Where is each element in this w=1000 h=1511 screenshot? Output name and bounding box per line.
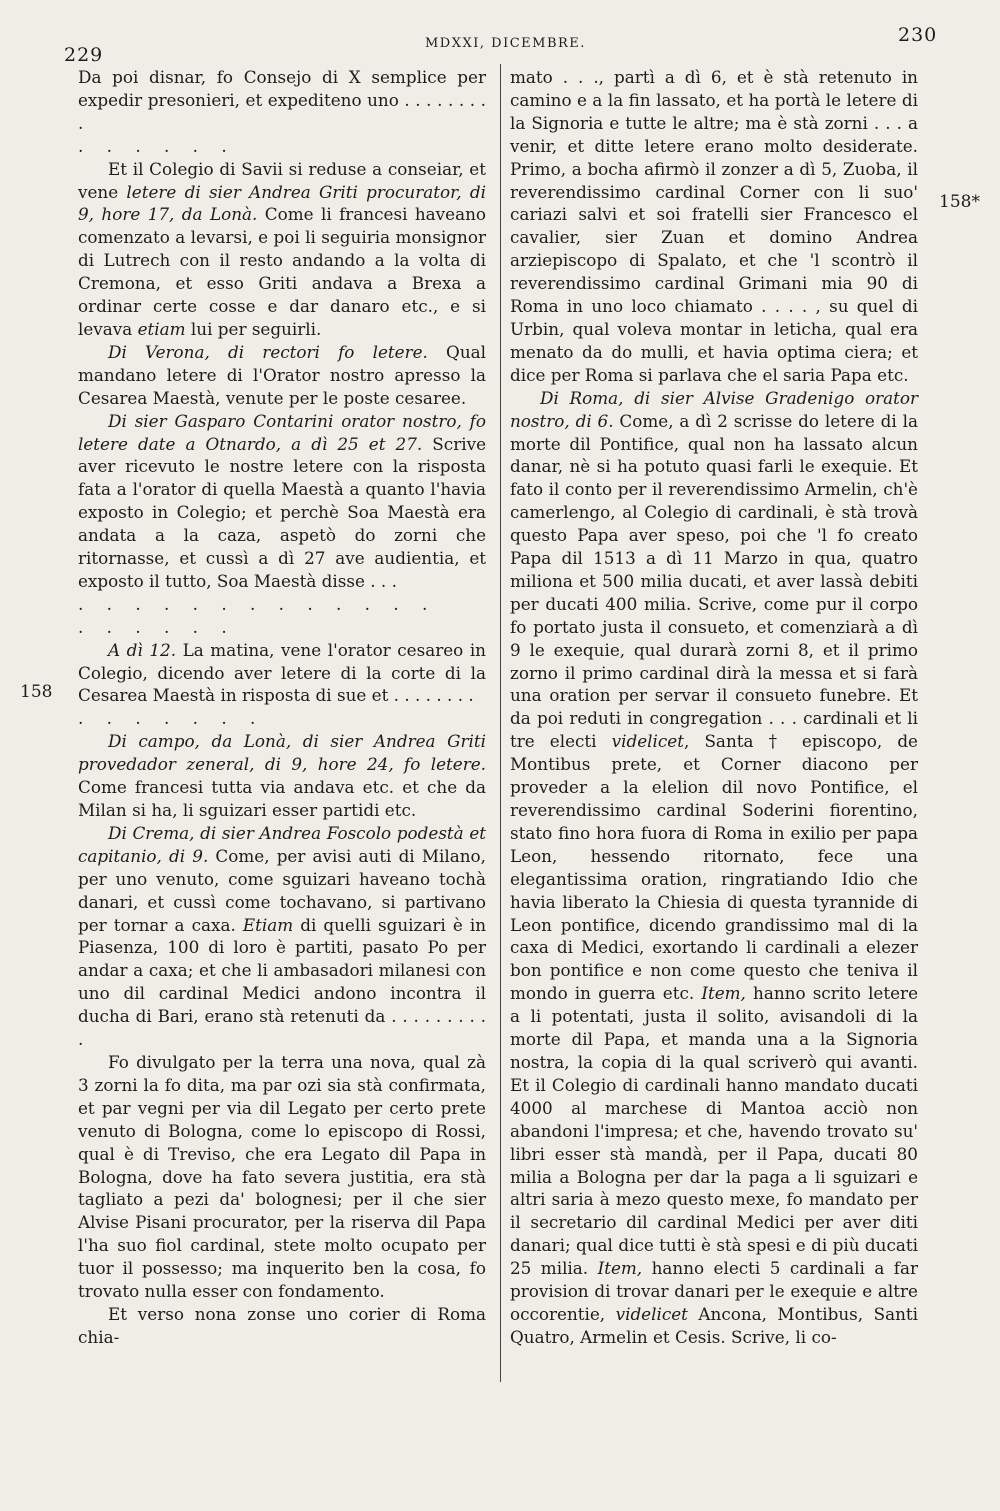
text: hanno scrito letere a li potentati, justa il solito, avisandoli di la morte dil Papa, et manda una a la Signoria nostra, la copia di la qual scriverò qui avanti. Et il Colegio di cardinali hanno mandato ducati 4000 al marchese di Mantoa acciò non abandoni l'impresa; et che, havendo trovato su' libri esser stà mandà, per il Papa, ducati 80 milia a Bologna per dar la paga a li sguizari e altri saria à mezo questo mexe, fo mandato per il secretario dil cardinal Medici per aver diti danari; qual dice tutti è stà spesi e di più ducati 25 milia.: [510, 983, 918, 1279]
column-divider: [500, 64, 501, 1382]
text: di quelli sguizari è in Piasenza, 100 di loro è partiti, pasato Po per andar a caxa; et che li ambasadori milanesi con uno dil cardinal Medici andono incontra il ducha di Bari, erano stà retenuti da . . . . . . . . . .: [78, 914, 487, 1050]
paragraph: [78, 822, 486, 1051]
running-title: MDXXI, DICEMBRE.: [425, 36, 586, 51]
italic-text: letere di sier Andrea Griti procurator, di 9, hore 17, da Lonà.: [78, 181, 486, 225]
text: Come francesi tutta via andava etc. et che da Milan si ha, li sguizari esser partidi etc.: [78, 777, 486, 820]
paragraph: [78, 66, 486, 135]
page-number-left: 229: [64, 44, 104, 66]
italic-text: Etiam: [242, 914, 294, 935]
paragraph: [78, 410, 486, 593]
italic-text: Di campo, da Lonà, di sier Andrea Griti provedador zeneral, di 9, hore 24, fo letere.: [78, 731, 486, 775]
text: Scrive aver ricevuto le nostre letere con la risposta fata a l'orator di quella Maestà a quanto l'havia exposto in Colegio; et perchè Soa Maestà era andata a la caza, aspetò do zorni che ritornasse, et cussì a dì 27 ave audientia, et exposto il tutto, Soa Maestà disse . . .: [78, 433, 486, 591]
ellipsis-line: . . . . . .: [78, 616, 236, 637]
paragraph: [510, 387, 918, 1349]
text: lui per seguirli.: [185, 318, 322, 339]
ellipsis-line: . . . . . . . . . . . . .: [78, 593, 437, 614]
text: Come li francesi haveano comenzato a levarsi, e poi li seguiria monsignor di Lutrech con il resto andando a la volta di Cremona, et esso Griti andava a Brexa a ordinar certe cosse e dar danaro etc., e si levava: [78, 204, 486, 339]
italic-text: etiam: [137, 318, 186, 339]
text: Qual mandano letere di l'Orator nostro apresso la Cesarea Maestà, venute per le poste cesaree.: [78, 341, 486, 408]
italic-text: Di sier Gasparo Contarini orator nostro, fo letere date a Otnardo, a dì 25 et 27.: [78, 410, 486, 454]
ellipsis-line: . . . . . . .: [78, 708, 265, 729]
text: La matina, vene l'orator cesareo in Colegio, dicendo aver letere di la corte di la Cesarea Maestà in risposta di sue et . . . . . . . .: [78, 639, 486, 706]
italic-text: Di Verona, di rectori fo letere.: [108, 341, 428, 362]
text: Come, a dì 2 scrisse do letere di la morte dil Pontifice, qual non ha lassato alcun danar, nè si ha potuto quasi farli le exequie. Et fato il conto per il reverendissimo Armelin, ch'è camerlengo, al Colegio di cardinali, è stà trovà questo Papa aver speso, poi che 'l fo creato Papa dil 1513 a dì 11 Marzo in qua, quatro miliona et 500 milia ducati, et aver lassà debiti per ducati 400 milia. Scrive, come pur il corpo fo portato justa il consueto, et comenziarà a dì 9 le exequie, qual durarà zorni 8, et il primo zorno il primo cardinal dirà la messa et si farà una oration per servar il consueto funebre. Et da poi reduti in congregation . . . cardinali et li tre electi: [510, 410, 918, 752]
paragraph: Fo divulgato per la terra una nova, qual zà 3 zorni la fo dita, ma par ozi sia stà confirmata, et par vegni per via dil Legato per certo prete venuto di Bologna, come lo episcopo di Rossi, qual è di Treviso, che era Legato dil Papa in Bologna, dove ha fato severa justitia, era stà tagliato a pezi da' bolognesi; per il che sier Alvise Pisani procurator, per la riserva dil Papa l'ha suo fiol cardinal, stete molto ocupato per tuor il possesso; ma inquerito ben la cosa, fo trovato nulla esser con fondamento.: [78, 1051, 486, 1302]
paragraph: [78, 158, 486, 341]
italic-text: Item,: [701, 983, 746, 1004]
italic-text: Di Roma, di sier Alvise Gradenigo orator nostro, di 6.: [510, 387, 918, 431]
ellipsis-line: . . . . . .: [78, 135, 236, 156]
margin-note-right: 158*: [939, 192, 980, 212]
paragraph: mato . . ., partì a dì 6, et è stà retenuto in camino e a la fin lassato, et ha portà le letere di la Signoria e tutte le altre; ma è stà zorni . . . a venir, et ditte letere erano molto desiderate. Primo, a bocha afirmò il zonzer a dì 5, Zuoba, il reverendissimo cardinal Corner con li suo' cariazi salvi et soi fratelli sier Francesco el cavalier, sier Zuan et domino Andrea arziepiscopo di Spalato, et che 'l scontrò il reverendissimo cardinal Grimani mia 90 di Roma in uno loco chiamato . . . . , su quel di Urbin, qual voleva montar in leticha, qual era menato da do mulli, et havia optima ciera; et dice per Roma si parlava che el saria Papa etc.: [510, 67, 918, 385]
italic-text: Di Crema, di sier Andrea Foscolo podestà et capitanio, di 9.: [78, 822, 486, 866]
text: Come, per avisi auti di Milano, per uno venuto, come sguizari haveano tochà danari, et cussì come tochavano, si partivano per tornar a caxa.: [78, 845, 486, 935]
right-column: [510, 66, 918, 1349]
margin-note-left: 158: [20, 682, 53, 702]
text: Da poi disnar, fo Consejo di X semplice per expedir presonieri, et expediteno uno . . . . . . . . .: [78, 67, 486, 133]
left-column: [78, 66, 486, 1349]
paragraph: Et verso nona zonse uno corier di Roma chia-: [78, 1303, 486, 1347]
text: hanno electi 5 cardinali a far provision di trovar danari per le exequie e altre occorentie,: [510, 1258, 919, 1324]
italic-text: videlicet: [611, 731, 684, 752]
paragraph: [78, 639, 486, 708]
italic-text: videlicet: [615, 1303, 688, 1324]
page-number-right: 230: [898, 24, 938, 46]
italic-text: A dì 12.: [108, 639, 177, 660]
paragraph: [78, 341, 486, 410]
text: Ancona, Montibus, Santi Quatro, Armelin et Cesis. Scrive, li co-: [510, 1303, 918, 1347]
italic-text: Item,: [597, 1258, 643, 1279]
text: , Santa † episcopo, de Montibus prete, et Corner diacono per proveder a la elelion dil novo Pontifice, el reverendissimo cardinal Soderini fiorentino, stato fino hora fuora di Roma in exilio per papa Leon, hessendo ritornato, fece una elegantissima oration, ringratiando Idio che havia liberato la Chiesia di questa tyrannide di Leon pontifice, dicendo grandissimo mal di la caxa di Medici, exortando li cardinali a elezer bon pontifice e non come questo che teniva il mondo in guerra etc.: [510, 731, 918, 1004]
paragraph: [78, 730, 486, 822]
text: Et il Colegio di Savii si reduse a conseiar, et vene: [78, 158, 486, 202]
